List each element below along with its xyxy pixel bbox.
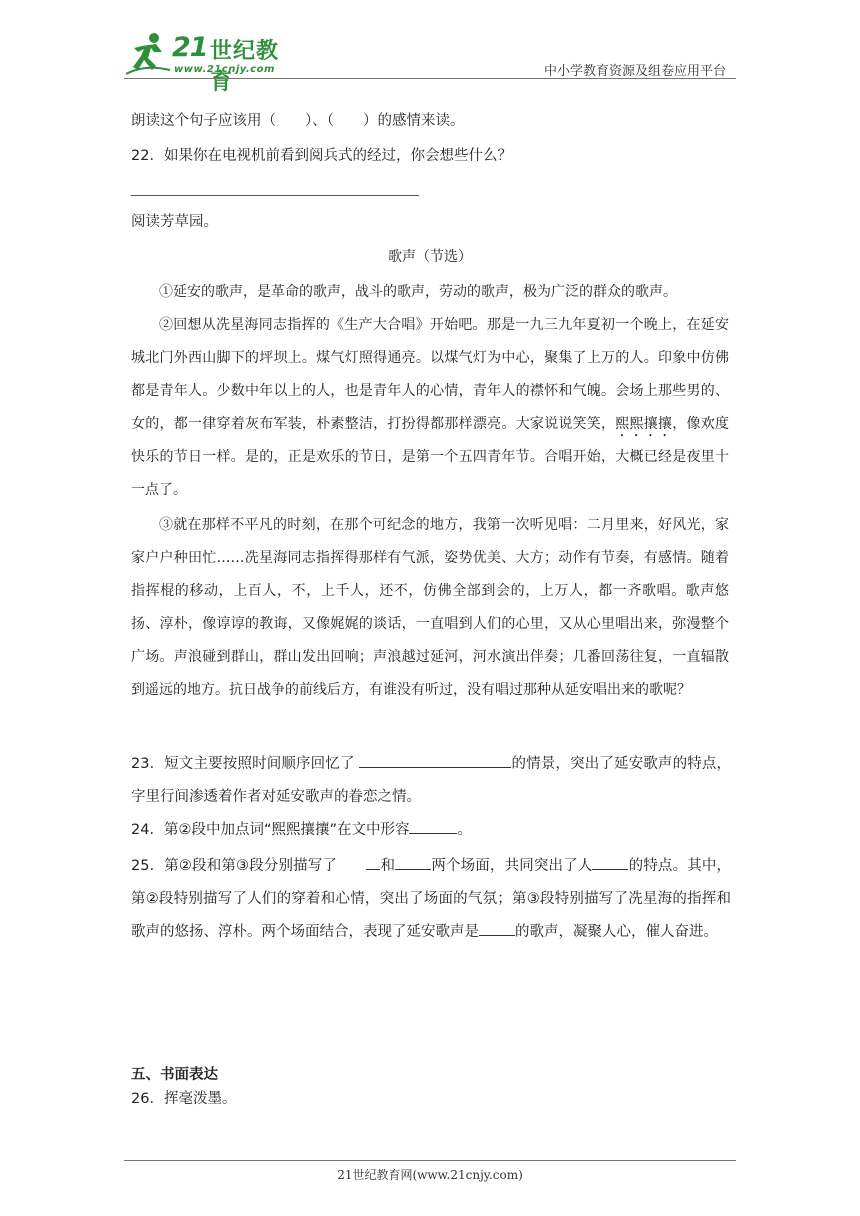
passage-title: 歌声（节选） xyxy=(388,249,472,265)
question-25 xyxy=(131,850,731,949)
q25-text-d: 的特点。其中，第②段特别描写了人们的穿着和心情，突出了场面的气氛；第③段特别描写了冼星海的指挥和歌声的悠扬、淳朴。两个场面结合，表现了延安歌声是 xyxy=(131,858,732,940)
dotted-word: 熙熙攘攘 xyxy=(615,416,673,432)
question-line-1: 朗读这个句子应该用（ ）、（ ）的感情来读。 xyxy=(131,113,465,129)
logo xyxy=(124,30,294,95)
passage-paragraph-1: ①延安的歌声，是革命的歌声，战斗的歌声，劳动的歌声，极为广泛的群众的歌声。 xyxy=(159,284,677,300)
q24-text-a: 24．第②段中加点词“熙熙攘攘”在文中形容 xyxy=(131,822,410,838)
q25-blank-1[interactable] xyxy=(366,853,380,870)
passage-paragraph-2 xyxy=(131,309,729,507)
q25-text-b: 和 xyxy=(380,858,396,874)
paragraph-2-part-b: ，像欢度快乐的节日一样。是的，正是欢乐的节日，是第一个五四青年节。合唱开始，大概已经是夜里十一点了。 xyxy=(131,416,730,498)
answer-blank-line xyxy=(131,195,419,196)
logo-number: 21 xyxy=(172,32,208,63)
q24-blank[interactable] xyxy=(409,817,457,834)
q25-blank-4[interactable] xyxy=(479,919,515,936)
question-26: 26．挥毫泼墨。 xyxy=(131,1091,237,1107)
q25-text-c: 两个场面，共同突出了人 xyxy=(431,858,593,874)
footer-divider xyxy=(124,1160,736,1161)
footer-text: 21世纪教育网(www.21cnjy.com) xyxy=(337,1168,523,1182)
q25-text-e: 的歌声，凝聚人心，催人奋进。 xyxy=(515,924,718,940)
q25-blank-2[interactable] xyxy=(395,853,431,870)
section-heading: 五、书面表达 xyxy=(131,1067,218,1083)
q23-blank[interactable] xyxy=(359,751,511,768)
question-23 xyxy=(131,748,731,814)
q25-text-a: 25．第②段和第③段分别描写了 xyxy=(131,858,367,874)
question-22: 22．如果你在电视机前看到阅兵式的经过，你会想些什么？ xyxy=(131,148,512,164)
reading-intro: 阅读芳草园。 xyxy=(131,214,218,230)
passage-paragraph-3: ③就在那样不平凡的时刻，在那个可纪念的地方，我第一次听见唱：二月里来，好风光，家家户户种田忙……冼星海同志指挥得那样有气派，姿势优美、大方；动作有节奏，有感情。随着指挥棍的移动，上百人，不，上千人，还不，仿佛全部到会的，上万人，都一齐歌唱。歌声悠扬、淳朴，像谆谆的教诲，又像娓娓的谈话，一直唱到人们的心里，又从心里唱出来，弥漫整个广场。声浪碰到群山，群山发出回响；声浪越过延河，河水演出伴奏；几番回荡往复，一直辐散到遥远的地方。抗日战争的前线后方，有谁没有听过，没有唱过那种从延安唱出来的歌呢？ xyxy=(131,517,729,698)
question-24 xyxy=(131,814,731,847)
header-divider xyxy=(124,78,736,79)
runner-icon xyxy=(124,30,172,78)
logo-url: www.21cnjy.com xyxy=(174,64,275,75)
q25-blank-3[interactable] xyxy=(592,853,628,870)
paragraph-2-part-a: ②回想从冼星海同志指挥的《生产大合唱》开始吧。那是一九三九年夏初一个晚上，在延安城北门外西山脚下的坪坝上。煤气灯照得通亮。以煤气灯为中心，聚集了上万的人。印象中仿佛都是青年人。少数中年以上的人，也是青年人的心情，青年人的襟怀和气魄。会场上那些男的、女的，都一律穿着灰布军装，朴素整洁，打扮得都那样漂亮。大家说说笑笑， xyxy=(131,317,729,432)
logo-text: 世纪教育 xyxy=(210,39,280,95)
q24-text-b: 。 xyxy=(457,822,472,838)
q23-text-b: 的情景，突出了延安歌声的特点，字里行间渗透着作者对延安歌声的眷恋之情。 xyxy=(131,756,732,805)
q23-text-a: 23．短文主要按照时间顺序回忆了 xyxy=(131,756,360,772)
header-platform-text: 中小学教育资源及组卷应用平台 xyxy=(543,64,726,79)
